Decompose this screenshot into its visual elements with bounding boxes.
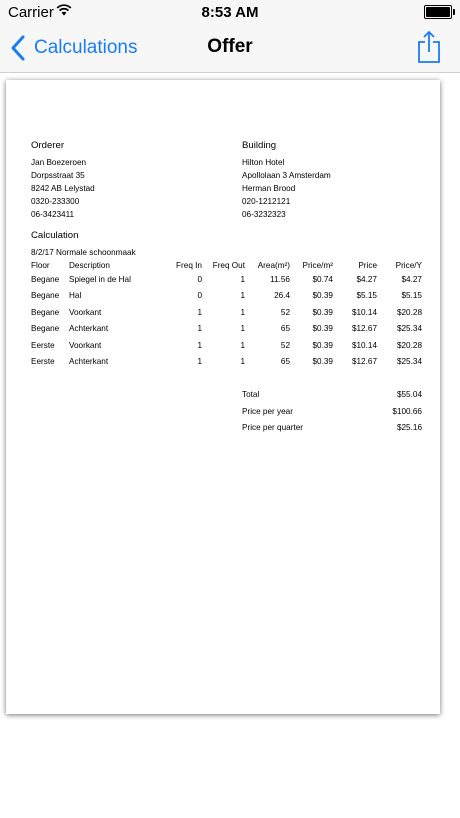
building-line: Herman Brood (242, 184, 296, 193)
column-header: Freq Out (212, 261, 245, 270)
table-cell-price-per-m2: $0.74 (312, 275, 333, 284)
orderer-line: Dorpsstraat 35 (31, 171, 85, 180)
table-cell-price-per-year: $25.34 (396, 357, 422, 366)
calculation-heading: Calculation (31, 230, 79, 241)
navigation-bar (0, 24, 460, 73)
battery-icon (424, 5, 452, 19)
table-cell-price-per-year: $25.34 (396, 324, 422, 333)
table-cell-freq-out: 1 (240, 341, 245, 350)
table-cell-price-per-year: $5.15 (401, 291, 422, 300)
building-heading: Building (242, 140, 277, 151)
table-cell-area: 65 (280, 324, 290, 333)
table-cell-freq-out: 1 (240, 357, 245, 366)
column-header: Price/Y (395, 261, 422, 270)
table-cell-description: Voorkant (69, 308, 102, 317)
table-cell-area: 11.56 (270, 275, 290, 284)
total-label: Total (242, 390, 260, 399)
table-cell-price: $10.14 (351, 308, 377, 317)
building-line: 06-3232323 (242, 210, 286, 219)
status-bar (0, 0, 460, 24)
table-cell-floor: Eerste (31, 341, 55, 350)
table-cell-price: $10.14 (351, 341, 377, 350)
table-cell-area: 52 (280, 308, 290, 317)
table-cell-floor: Begane (31, 324, 60, 333)
table-cell-area: 26.4 (274, 291, 290, 300)
table-cell-floor: Eerste (31, 357, 55, 366)
table-cell-freq-out: 1 (240, 291, 245, 300)
table-cell-price-per-m2: $0.39 (312, 357, 333, 366)
orderer-line: 06-3423411 (31, 210, 75, 219)
table-cell-price-per-m2: $0.39 (312, 291, 333, 300)
building-line: 020-1212121 (242, 197, 291, 206)
column-header: Floor (31, 261, 50, 270)
table-cell-floor: Begane (31, 308, 60, 317)
table-cell-description: Achterkant (69, 357, 109, 366)
table-cell-price-per-m2: $0.39 (312, 324, 333, 333)
table-cell-price: $4.27 (356, 275, 377, 284)
column-header: Price (358, 261, 377, 270)
table-cell-area: 65 (280, 357, 290, 366)
table-cell-freq-in: 1 (197, 308, 202, 317)
column-header: Price/m² (302, 261, 333, 270)
table-cell-freq-in: 1 (197, 324, 202, 333)
orderer-heading: Orderer (31, 140, 65, 151)
price-per-year-label: Price per year (242, 407, 293, 416)
table-cell-description: Achterkant (69, 324, 109, 333)
page-title: Offer (207, 36, 253, 57)
offer-document (6, 80, 440, 714)
back-button-label: Calculations (34, 37, 138, 58)
table-cell-price: $12.67 (351, 357, 377, 366)
table-cell-price: $12.67 (351, 324, 377, 333)
share-icon[interactable] (416, 30, 442, 64)
table-cell-freq-out: 1 (240, 308, 245, 317)
table-cell-price-per-year: $20.28 (396, 341, 422, 350)
table-cell-description: Spiegel in de Hal (69, 275, 131, 284)
document-viewer[interactable] (0, 73, 460, 818)
table-cell-freq-in: 1 (197, 341, 202, 350)
calculation-subtitle: 8/2/17 Normale schoonmaak (31, 248, 136, 257)
table-cell-freq-out: 1 (240, 324, 245, 333)
table-cell-price-per-year: $20.28 (396, 308, 422, 317)
building-line: Apollolaan 3 Amsterdam (242, 171, 331, 180)
table-cell-freq-out: 1 (240, 275, 245, 284)
table-cell-price-per-m2: $0.39 (312, 341, 333, 350)
table-cell-price-per-year: $4.27 (401, 275, 422, 284)
price-per-year-value: $100.66 (392, 407, 422, 416)
table-cell-floor: Begane (31, 291, 60, 300)
orderer-line: 8242 AB Lelystad (31, 184, 95, 193)
carrier-label: Carrier (8, 4, 54, 21)
building-line: Hilton Hotel (242, 158, 285, 167)
column-header: Freq In (176, 261, 202, 270)
price-per-quarter-label: Price per quarter (242, 423, 303, 432)
table-cell-freq-in: 0 (197, 291, 202, 300)
table-cell-freq-in: 0 (197, 275, 202, 284)
table-cell-freq-in: 1 (197, 357, 202, 366)
column-header: Area(m²) (257, 261, 290, 270)
orderer-line: 0320-233300 (31, 197, 80, 206)
table-cell-description: Hal (69, 291, 82, 300)
table-cell-description: Voorkant (69, 341, 102, 350)
table-cell-area: 52 (280, 341, 290, 350)
column-header: Description (69, 261, 110, 270)
orderer-line: Jan Boezeroen (31, 158, 87, 167)
table-cell-floor: Begane (31, 275, 60, 284)
price-per-quarter-value: $25.16 (396, 423, 422, 432)
total-value: $55.04 (396, 390, 422, 399)
table-cell-price: $5.15 (356, 291, 377, 300)
table-cell-price-per-m2: $0.39 (312, 308, 333, 317)
status-time: 8:53 AM (201, 4, 259, 21)
